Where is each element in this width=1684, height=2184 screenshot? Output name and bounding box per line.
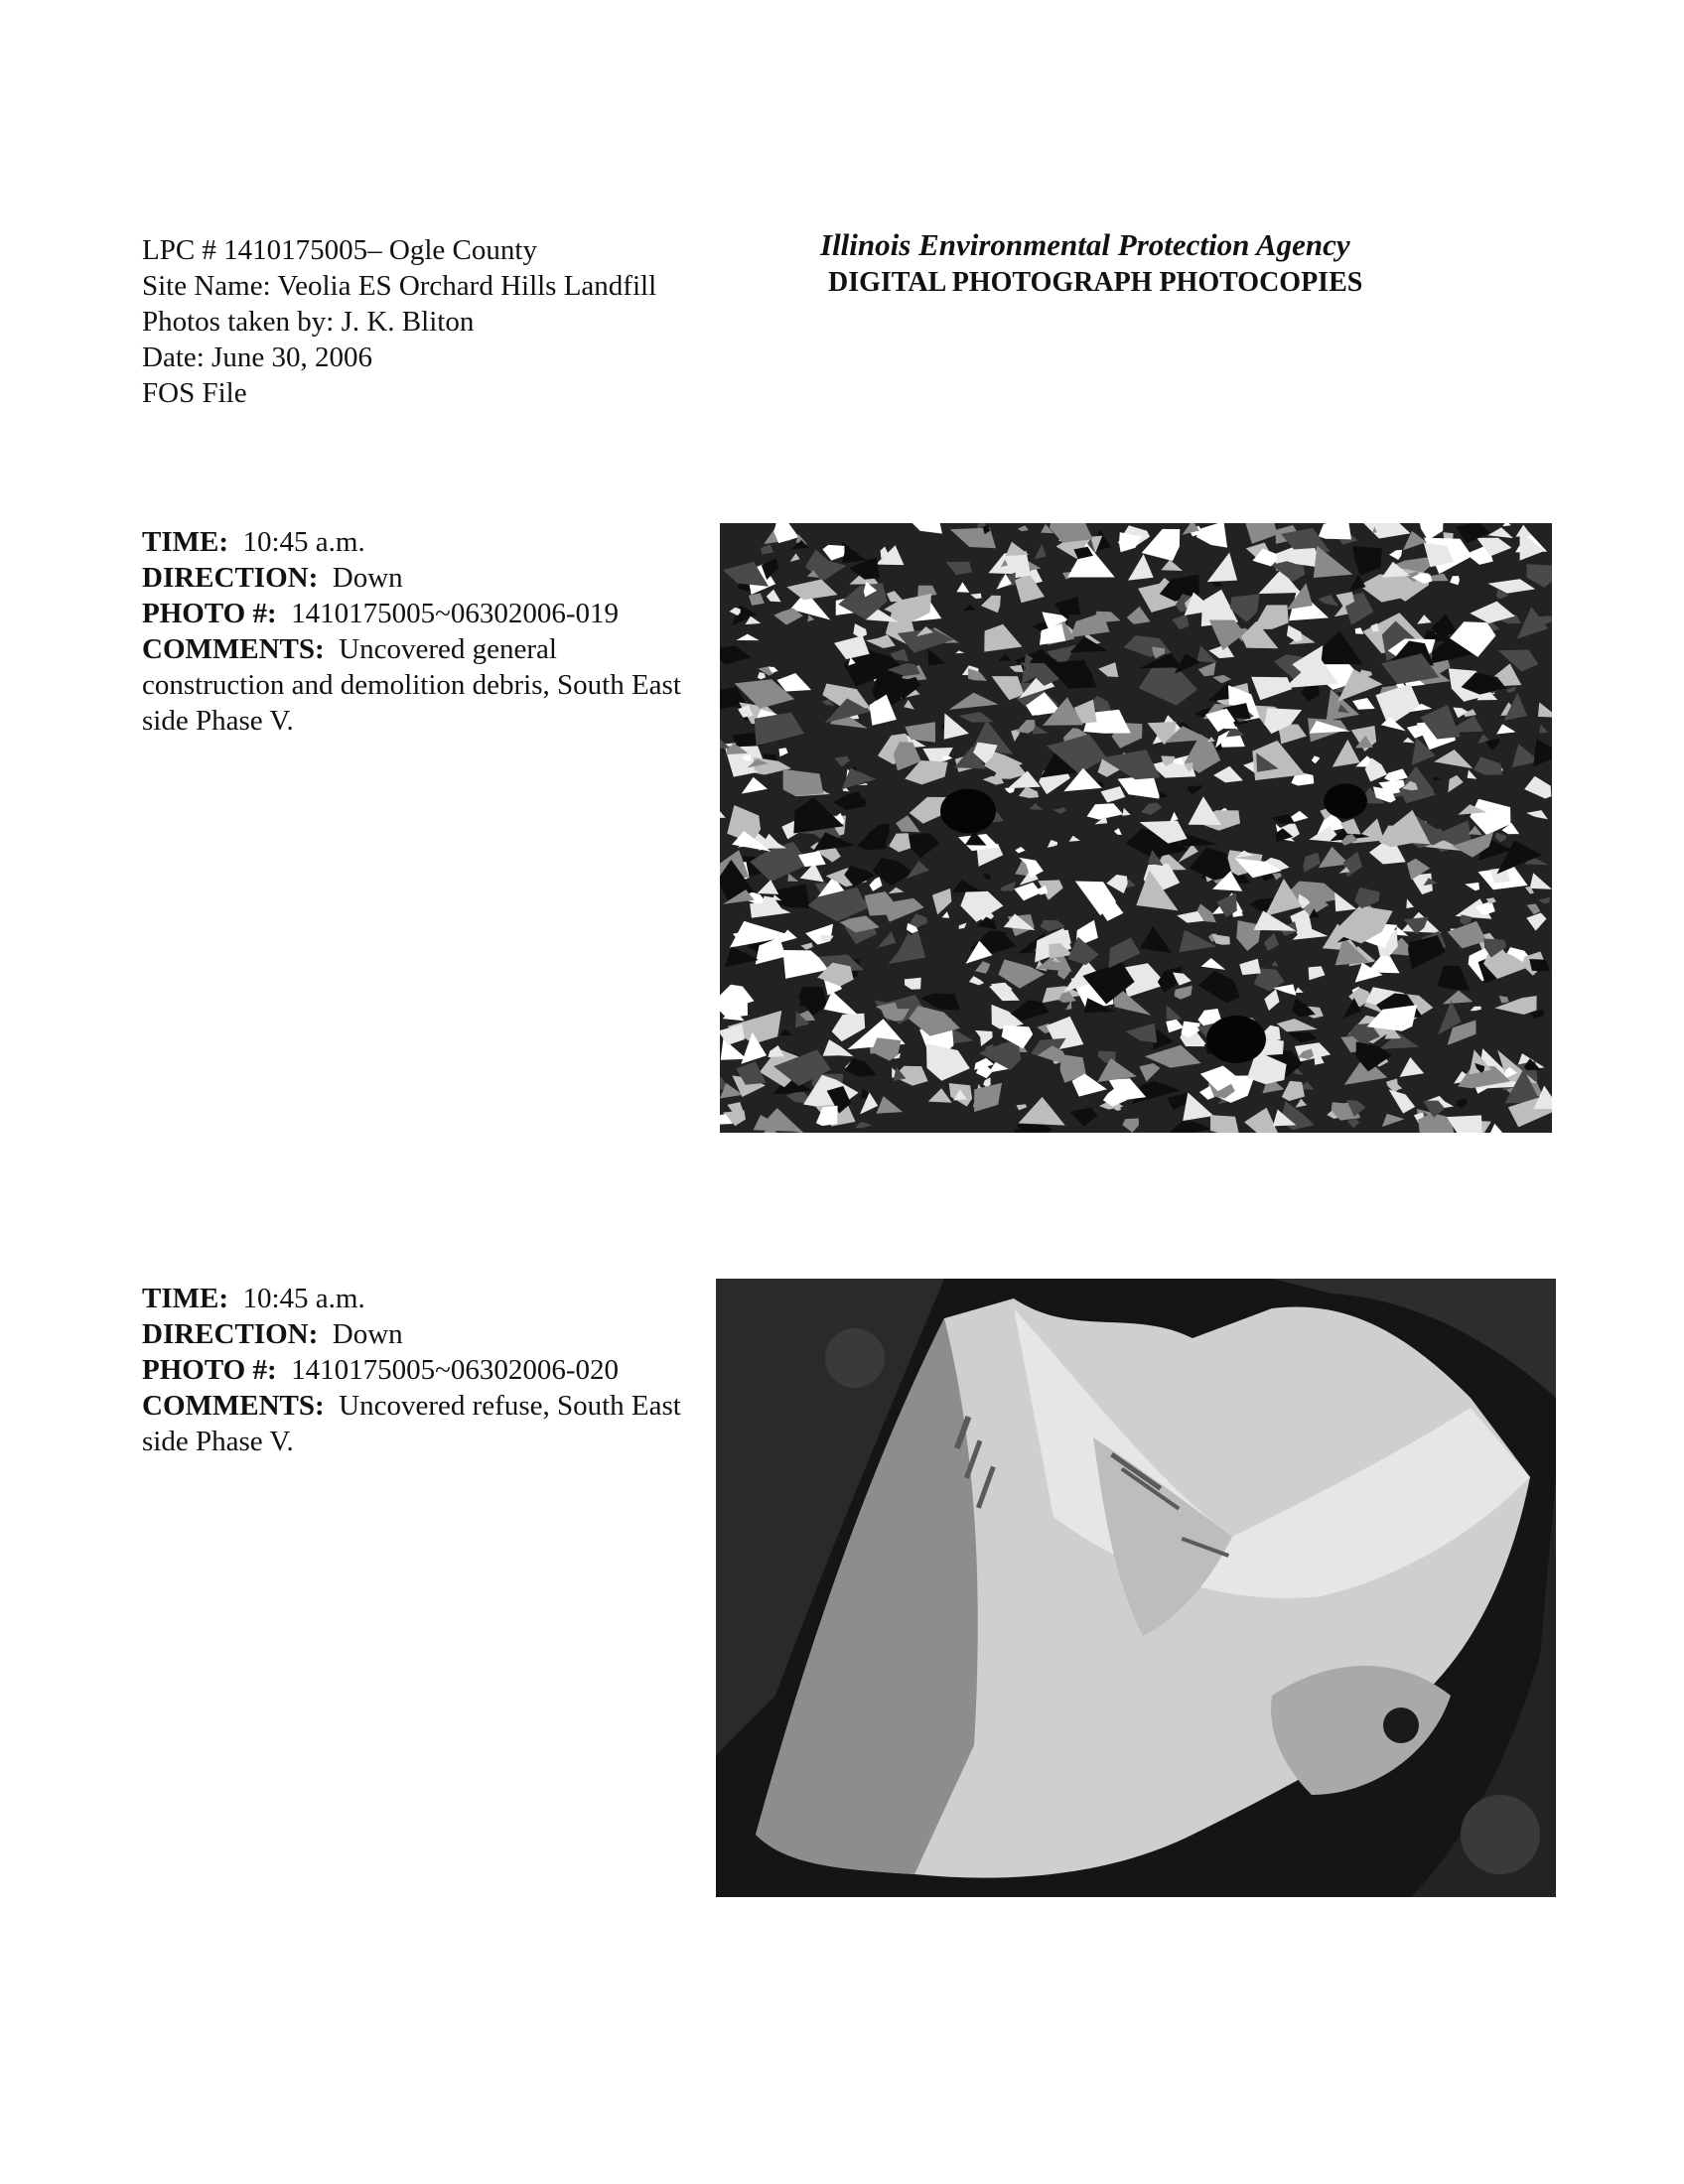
time-value: 10:45 a.m. — [242, 526, 365, 558]
direction-label: DIRECTION: — [142, 1318, 319, 1350]
refuse-image — [716, 1279, 1556, 1897]
time-label: TIME: — [142, 1283, 228, 1314]
agency-header — [820, 226, 1515, 302]
comments-value: Uncovered general construction and demolition debris, South East side Phase V. — [142, 633, 681, 737]
site-name: Site Name: Veolia ES Orchard Hills Landfill — [142, 270, 657, 302]
document-kind: DIGITAL PHOTOGRAPH PHOTOCOPIES — [828, 267, 1363, 298]
photo-debris-field — [720, 523, 1552, 1133]
photographer: Photos taken by: J. K. Bliton — [142, 306, 475, 338]
comments-row — [142, 1388, 698, 1459]
photo-number-value: 1410175005~06302006-019 — [291, 598, 619, 629]
time-value: 10:45 a.m. — [242, 1283, 365, 1314]
photo-date: Date: June 30, 2006 — [142, 341, 372, 373]
photo-number-value: 1410175005~06302006-020 — [291, 1354, 619, 1386]
comments-row — [142, 631, 698, 739]
photo-caption-2 — [142, 1281, 698, 1459]
direction-value: Down — [332, 1318, 403, 1350]
file-type: FOS File — [142, 377, 247, 409]
photo-number-label: PHOTO #: — [142, 1354, 277, 1386]
time-label: TIME: — [142, 526, 228, 558]
comments-label: COMMENTS: — [142, 1390, 325, 1422]
photo-caption-1 — [142, 524, 698, 739]
time-row — [142, 1281, 698, 1316]
photo-number-row — [142, 596, 698, 631]
photo-number-row — [142, 1352, 698, 1388]
direction-label: DIRECTION: — [142, 562, 319, 594]
photo-refuse-bag — [716, 1279, 1556, 1897]
comments-value: Uncovered refuse, South East side Phase V. — [142, 1390, 681, 1457]
site-info — [142, 232, 777, 411]
comments-label: COMMENTS: — [142, 633, 325, 665]
agency-name: Illinois Environmental Protection Agency — [820, 227, 1350, 262]
direction-value: Down — [332, 562, 403, 594]
direction-row — [142, 560, 698, 596]
direction-row — [142, 1316, 698, 1352]
time-row — [142, 524, 698, 560]
debris-image — [720, 523, 1552, 1133]
photo-number-label: PHOTO #: — [142, 598, 277, 629]
lpc-number: LPC # 1410175005– Ogle County — [142, 234, 537, 266]
